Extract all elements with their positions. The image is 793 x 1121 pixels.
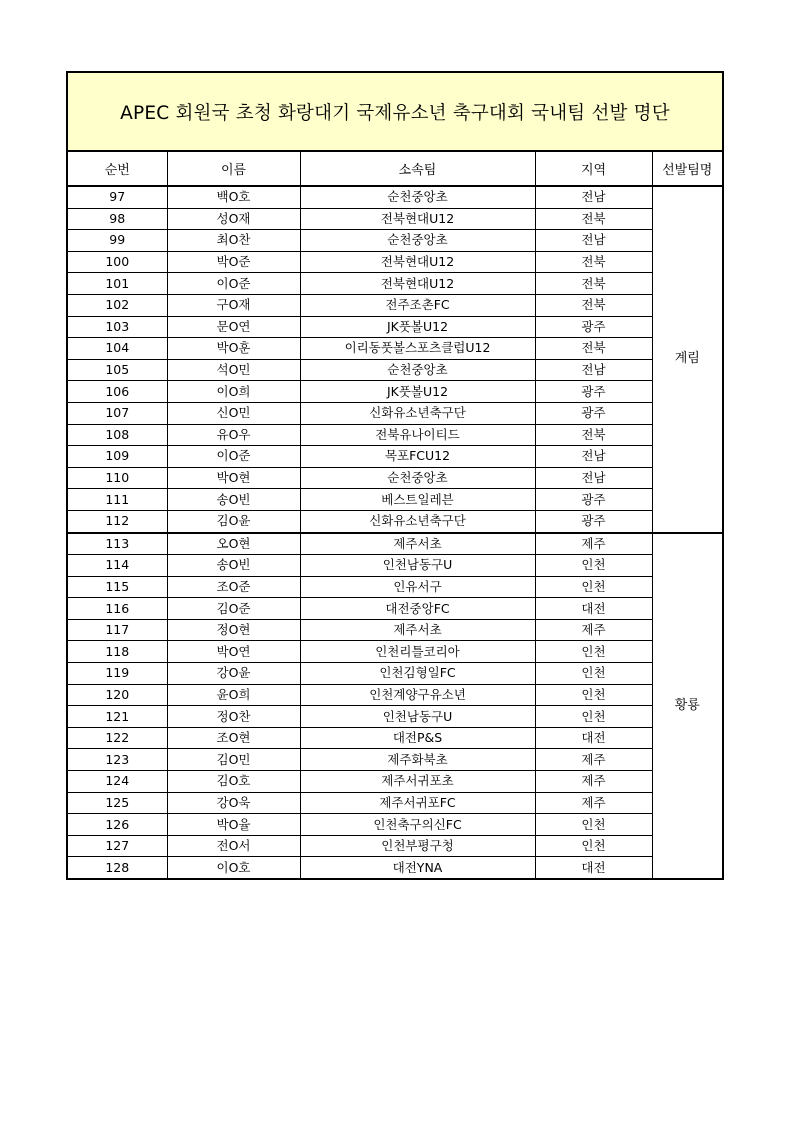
player-name: 윤O희: [167, 684, 300, 706]
table-row: [68, 835, 722, 857]
table-row: [68, 727, 722, 749]
team-name: 목포FCU12: [300, 446, 535, 468]
region: 인천: [535, 576, 652, 598]
row-number: 111: [68, 489, 167, 511]
region: 전남: [535, 186, 652, 208]
table-row: [68, 446, 722, 468]
row-number: 112: [68, 510, 167, 532]
region: 인천: [535, 814, 652, 836]
table-row: [68, 208, 722, 230]
row-number: 98: [68, 208, 167, 230]
table-row: [68, 576, 722, 598]
table-row: [68, 663, 722, 685]
region: 대전: [535, 857, 652, 878]
player-name: 이O호: [167, 857, 300, 878]
team-name: 대전YNA: [300, 857, 535, 878]
player-name: 유O우: [167, 424, 300, 446]
row-number: 115: [68, 576, 167, 598]
team-name: 제주서귀포FC: [300, 792, 535, 814]
table-row: [68, 533, 722, 555]
selection-team-name: 황룡: [652, 533, 722, 879]
table-row: [68, 641, 722, 663]
region: 전북: [535, 338, 652, 360]
roster-sheet: [66, 71, 724, 880]
row-number: 100: [68, 251, 167, 273]
team-name: 전북현대U12: [300, 251, 535, 273]
team-name: 순천중앙초: [300, 467, 535, 489]
table-row: [68, 273, 722, 295]
player-name: 강O욱: [167, 792, 300, 814]
player-name: 구O재: [167, 294, 300, 316]
player-name: 박O준: [167, 251, 300, 273]
player-name: 이O준: [167, 446, 300, 468]
table-row: [68, 251, 722, 273]
table-row: [68, 316, 722, 338]
row-number: 128: [68, 857, 167, 878]
row-number: 105: [68, 359, 167, 381]
table-row: [68, 186, 722, 208]
region: 인천: [535, 706, 652, 728]
region: 전북: [535, 424, 652, 446]
table-row: [68, 857, 722, 878]
roster-body: [68, 186, 722, 878]
row-number: 97: [68, 186, 167, 208]
team-name: 인천부평구청: [300, 835, 535, 857]
player-name: 문O연: [167, 316, 300, 338]
table-row: [68, 402, 722, 424]
team-name: 인천축구의신FC: [300, 814, 535, 836]
region: 인천: [535, 835, 652, 857]
region: 제주: [535, 533, 652, 555]
team-name: 대전P&S: [300, 727, 535, 749]
column-header-team: 소속팀: [300, 152, 535, 186]
region: 전남: [535, 446, 652, 468]
player-name: 김O호: [167, 771, 300, 793]
region: 제주: [535, 792, 652, 814]
player-name: 정O찬: [167, 706, 300, 728]
table-row: [68, 294, 722, 316]
row-number: 118: [68, 641, 167, 663]
region: 인천: [535, 555, 652, 577]
team-name: 제주서초: [300, 533, 535, 555]
row-number: 102: [68, 294, 167, 316]
team-name: 신화유소년축구단: [300, 510, 535, 532]
team-name: 제주화북초: [300, 749, 535, 771]
player-name: 백O호: [167, 186, 300, 208]
row-number: 120: [68, 684, 167, 706]
table-row: [68, 706, 722, 728]
player-name: 박O연: [167, 641, 300, 663]
selection-team-name: 계림: [652, 186, 722, 533]
row-number: 125: [68, 792, 167, 814]
player-name: 신O민: [167, 402, 300, 424]
team-name: 이리동풋볼스포츠클럽U12: [300, 338, 535, 360]
table-row: [68, 359, 722, 381]
region: 전북: [535, 208, 652, 230]
row-number: 113: [68, 533, 167, 555]
region: 인천: [535, 684, 652, 706]
player-name: 오O현: [167, 533, 300, 555]
player-name: 조O현: [167, 727, 300, 749]
region: 제주: [535, 619, 652, 641]
row-number: 107: [68, 402, 167, 424]
player-name: 박O훈: [167, 338, 300, 360]
team-name: 인천계양구유소년: [300, 684, 535, 706]
region: 대전: [535, 727, 652, 749]
team-name: 인천리틀코리아: [300, 641, 535, 663]
column-header-no: 순번: [68, 152, 167, 186]
table-row: [68, 467, 722, 489]
row-number: 110: [68, 467, 167, 489]
region: 전북: [535, 273, 652, 295]
team-name: 순천중앙초: [300, 230, 535, 252]
row-number: 108: [68, 424, 167, 446]
region: 광주: [535, 381, 652, 403]
team-name: 전북현대U12: [300, 273, 535, 295]
player-name: 전O서: [167, 835, 300, 857]
row-number: 117: [68, 619, 167, 641]
player-name: 최O찬: [167, 230, 300, 252]
player-name: 정O현: [167, 619, 300, 641]
team-name: 제주서초: [300, 619, 535, 641]
table-row: [68, 619, 722, 641]
row-number: 123: [68, 749, 167, 771]
player-name: 석O민: [167, 359, 300, 381]
region: 광주: [535, 402, 652, 424]
document-title: [68, 73, 722, 152]
team-name: 전북현대U12: [300, 208, 535, 230]
region: 대전: [535, 598, 652, 620]
table-row: [68, 792, 722, 814]
region: 인천: [535, 663, 652, 685]
row-number: 101: [68, 273, 167, 295]
table-row: [68, 555, 722, 577]
team-name: 순천중앙초: [300, 186, 535, 208]
title-text: APEC 회원국 초청 화랑대기 국제유소년 축구대회 국내팀 선발 명단: [120, 102, 670, 124]
row-number: 106: [68, 381, 167, 403]
row-number: 114: [68, 555, 167, 577]
player-name: 송O빈: [167, 555, 300, 577]
column-header-name: 이름: [167, 152, 300, 186]
region: 광주: [535, 510, 652, 532]
region: 전북: [535, 294, 652, 316]
team-name: 신화유소년축구단: [300, 402, 535, 424]
region: 전남: [535, 467, 652, 489]
header-row: [68, 152, 722, 186]
row-number: 121: [68, 706, 167, 728]
player-name: 김O준: [167, 598, 300, 620]
row-number: 109: [68, 446, 167, 468]
player-name: 이O희: [167, 381, 300, 403]
team-name: 순천중앙초: [300, 359, 535, 381]
player-name: 김O윤: [167, 510, 300, 532]
team-name: JK풋볼U12: [300, 381, 535, 403]
team-name: 인천김형일FC: [300, 663, 535, 685]
team-name: 인천남동구U: [300, 555, 535, 577]
table-row: [68, 684, 722, 706]
region: 전남: [535, 230, 652, 252]
table-row: [68, 771, 722, 793]
player-name: 조O준: [167, 576, 300, 598]
table-row: [68, 510, 722, 532]
region: 광주: [535, 316, 652, 338]
row-number: 103: [68, 316, 167, 338]
table-row: [68, 749, 722, 771]
team-name: 전주조촌FC: [300, 294, 535, 316]
player-name: 박O율: [167, 814, 300, 836]
player-name: 성O재: [167, 208, 300, 230]
row-number: 104: [68, 338, 167, 360]
roster-table: [68, 152, 722, 878]
team-name: 베스트일레븐: [300, 489, 535, 511]
player-name: 강O윤: [167, 663, 300, 685]
region: 제주: [535, 771, 652, 793]
region: 광주: [535, 489, 652, 511]
table-row: [68, 598, 722, 620]
table-row: [68, 424, 722, 446]
region: 전남: [535, 359, 652, 381]
table-row: [68, 814, 722, 836]
row-number: 116: [68, 598, 167, 620]
row-number: 124: [68, 771, 167, 793]
column-header-group: 선발팀명: [652, 152, 722, 186]
region: 인천: [535, 641, 652, 663]
table-row: [68, 489, 722, 511]
row-number: 119: [68, 663, 167, 685]
row-number: 99: [68, 230, 167, 252]
team-name: 제주서귀포초: [300, 771, 535, 793]
team-name: 대전중앙FC: [300, 598, 535, 620]
team-name: 전북유나이티드: [300, 424, 535, 446]
player-name: 김O민: [167, 749, 300, 771]
player-name: 박O현: [167, 467, 300, 489]
team-name: 인천남동구U: [300, 706, 535, 728]
table-row: [68, 230, 722, 252]
row-number: 127: [68, 835, 167, 857]
player-name: 송O빈: [167, 489, 300, 511]
row-number: 122: [68, 727, 167, 749]
player-name: 이O준: [167, 273, 300, 295]
region: 제주: [535, 749, 652, 771]
region: 전북: [535, 251, 652, 273]
table-row: [68, 338, 722, 360]
row-number: 126: [68, 814, 167, 836]
team-name: 인유서구: [300, 576, 535, 598]
team-name: JK풋볼U12: [300, 316, 535, 338]
table-row: [68, 381, 722, 403]
column-header-region: 지역: [535, 152, 652, 186]
